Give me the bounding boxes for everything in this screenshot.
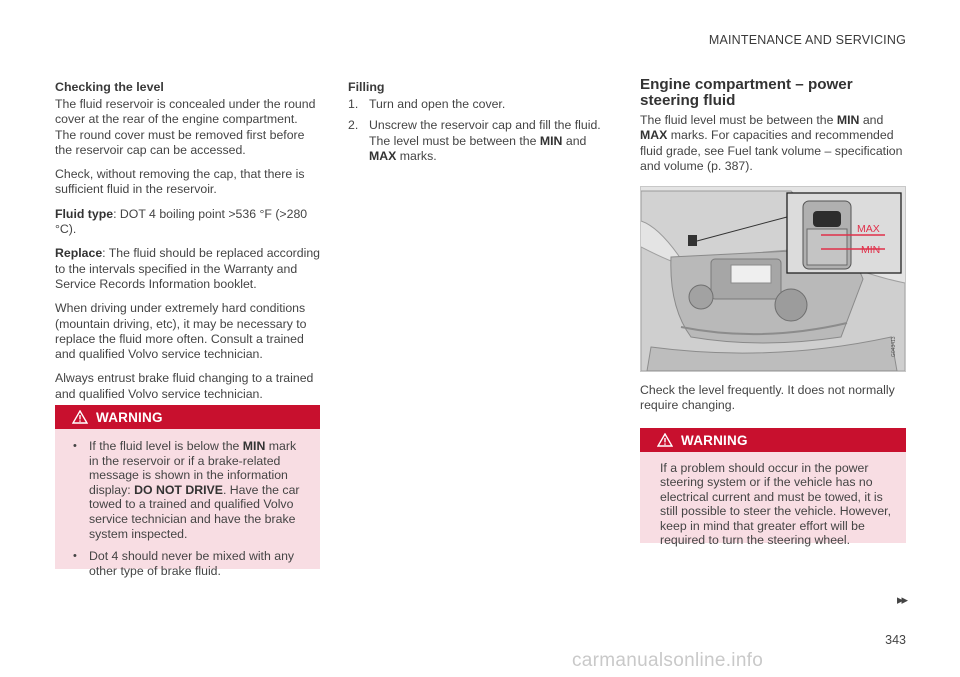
left-column xyxy=(55,80,320,411)
bullet-dot: • xyxy=(73,440,77,452)
min-mark-label: MIN xyxy=(861,244,881,256)
checking-level-heading: Checking the level xyxy=(55,80,164,94)
paragraph-fluid-type xyxy=(55,207,320,238)
paragraph-hard-conditions: When driving under extremely hard conditions (mountain driving, etc), it may be necessary to replace the fluid more often. Consult a trained and qualified Volvo service technician. xyxy=(55,301,307,362)
warning-title: WARNING xyxy=(681,432,748,448)
filling-heading: Filling xyxy=(348,80,385,94)
figure-caption: Check the level frequently. It does not normally require changing. xyxy=(640,383,895,413)
next-page-arrows-icon[interactable]: ▸▸ xyxy=(896,592,906,607)
engine-bay-drawing xyxy=(641,187,905,371)
paragraph-level-between: The fluid level must be between the MIN and MAX marks. For capacities and recommended fluid grade, see Fuel tank volume – specification and volume (p. 387). xyxy=(640,113,903,173)
warning-bullet: • Dot 4 should never be mixed with any other type of brake fluid. xyxy=(73,549,295,578)
middle-column xyxy=(348,80,608,170)
filling-steps xyxy=(348,97,608,164)
fluid-type-label: Fluid type xyxy=(55,206,114,221)
warning-header xyxy=(55,405,320,429)
warning-list xyxy=(55,429,320,594)
paragraph-replace xyxy=(55,246,320,292)
power-steering-heading: Engine compartment – power steering fluid xyxy=(640,76,853,109)
warning-title: WARNING xyxy=(96,409,163,425)
replace-label: Replace xyxy=(55,246,103,261)
step-item: 2. Unscrew the reservoir cap and fill the fluid. The level must be between the MIN and MAX marks. xyxy=(348,118,601,163)
warning-text: If a problem should occur in the power steering system or if the vehicle has no electrical current and must be towed, it is still possible to steer the vehicle. However, keep in mind that greater effort will be required to turn the steering wheel. xyxy=(660,461,892,548)
fluid-type-text: : DOT 4 boiling point >536 °F (>280 °C). xyxy=(55,206,308,237)
warning-triangle-icon xyxy=(72,410,88,424)
watermark: carmanualsonline.info xyxy=(572,650,764,671)
warning-header xyxy=(640,428,906,452)
step-item: 1. Turn and open the cover. xyxy=(348,97,506,111)
max-mark-label: MAX xyxy=(857,223,880,235)
paragraph-check: Check, without removing the cap, that there is sufficient fluid in the reservoir. xyxy=(55,167,305,197)
section-title: MAINTENANCE AND SERVICING xyxy=(708,33,906,47)
bullet-dot: • xyxy=(73,550,77,563)
power-steering-warning-box xyxy=(640,428,906,548)
page-number: 343 xyxy=(885,633,906,647)
warning-triangle-icon xyxy=(657,433,673,447)
replace-text: : The fluid should be replaced according to the intervals specified in the Warranty and Service Records Information booklet. xyxy=(55,246,321,291)
brake-warning-box xyxy=(55,405,320,578)
figure-code: G043413 xyxy=(891,336,897,357)
engine-compartment-illustration xyxy=(640,186,906,372)
paragraph-reservoir: The fluid reservoir is concealed under the round cover at the rear of the engine compartment. The round cover must be removed first before the reservoir cap can be accessed. xyxy=(55,97,316,157)
warning-bullet: • If the fluid level is below the MIN mark in the reservoir or if a brake-related message is shown in the information display: DO NOT DRIVE. Have the car towed to a trained and qualified Volvo service technician and have the brake system inspected. xyxy=(73,439,300,541)
right-column xyxy=(640,76,906,183)
paragraph-entrust: Always entrust brake fluid changing to a trained and qualified Volvo service technician. xyxy=(55,371,314,401)
